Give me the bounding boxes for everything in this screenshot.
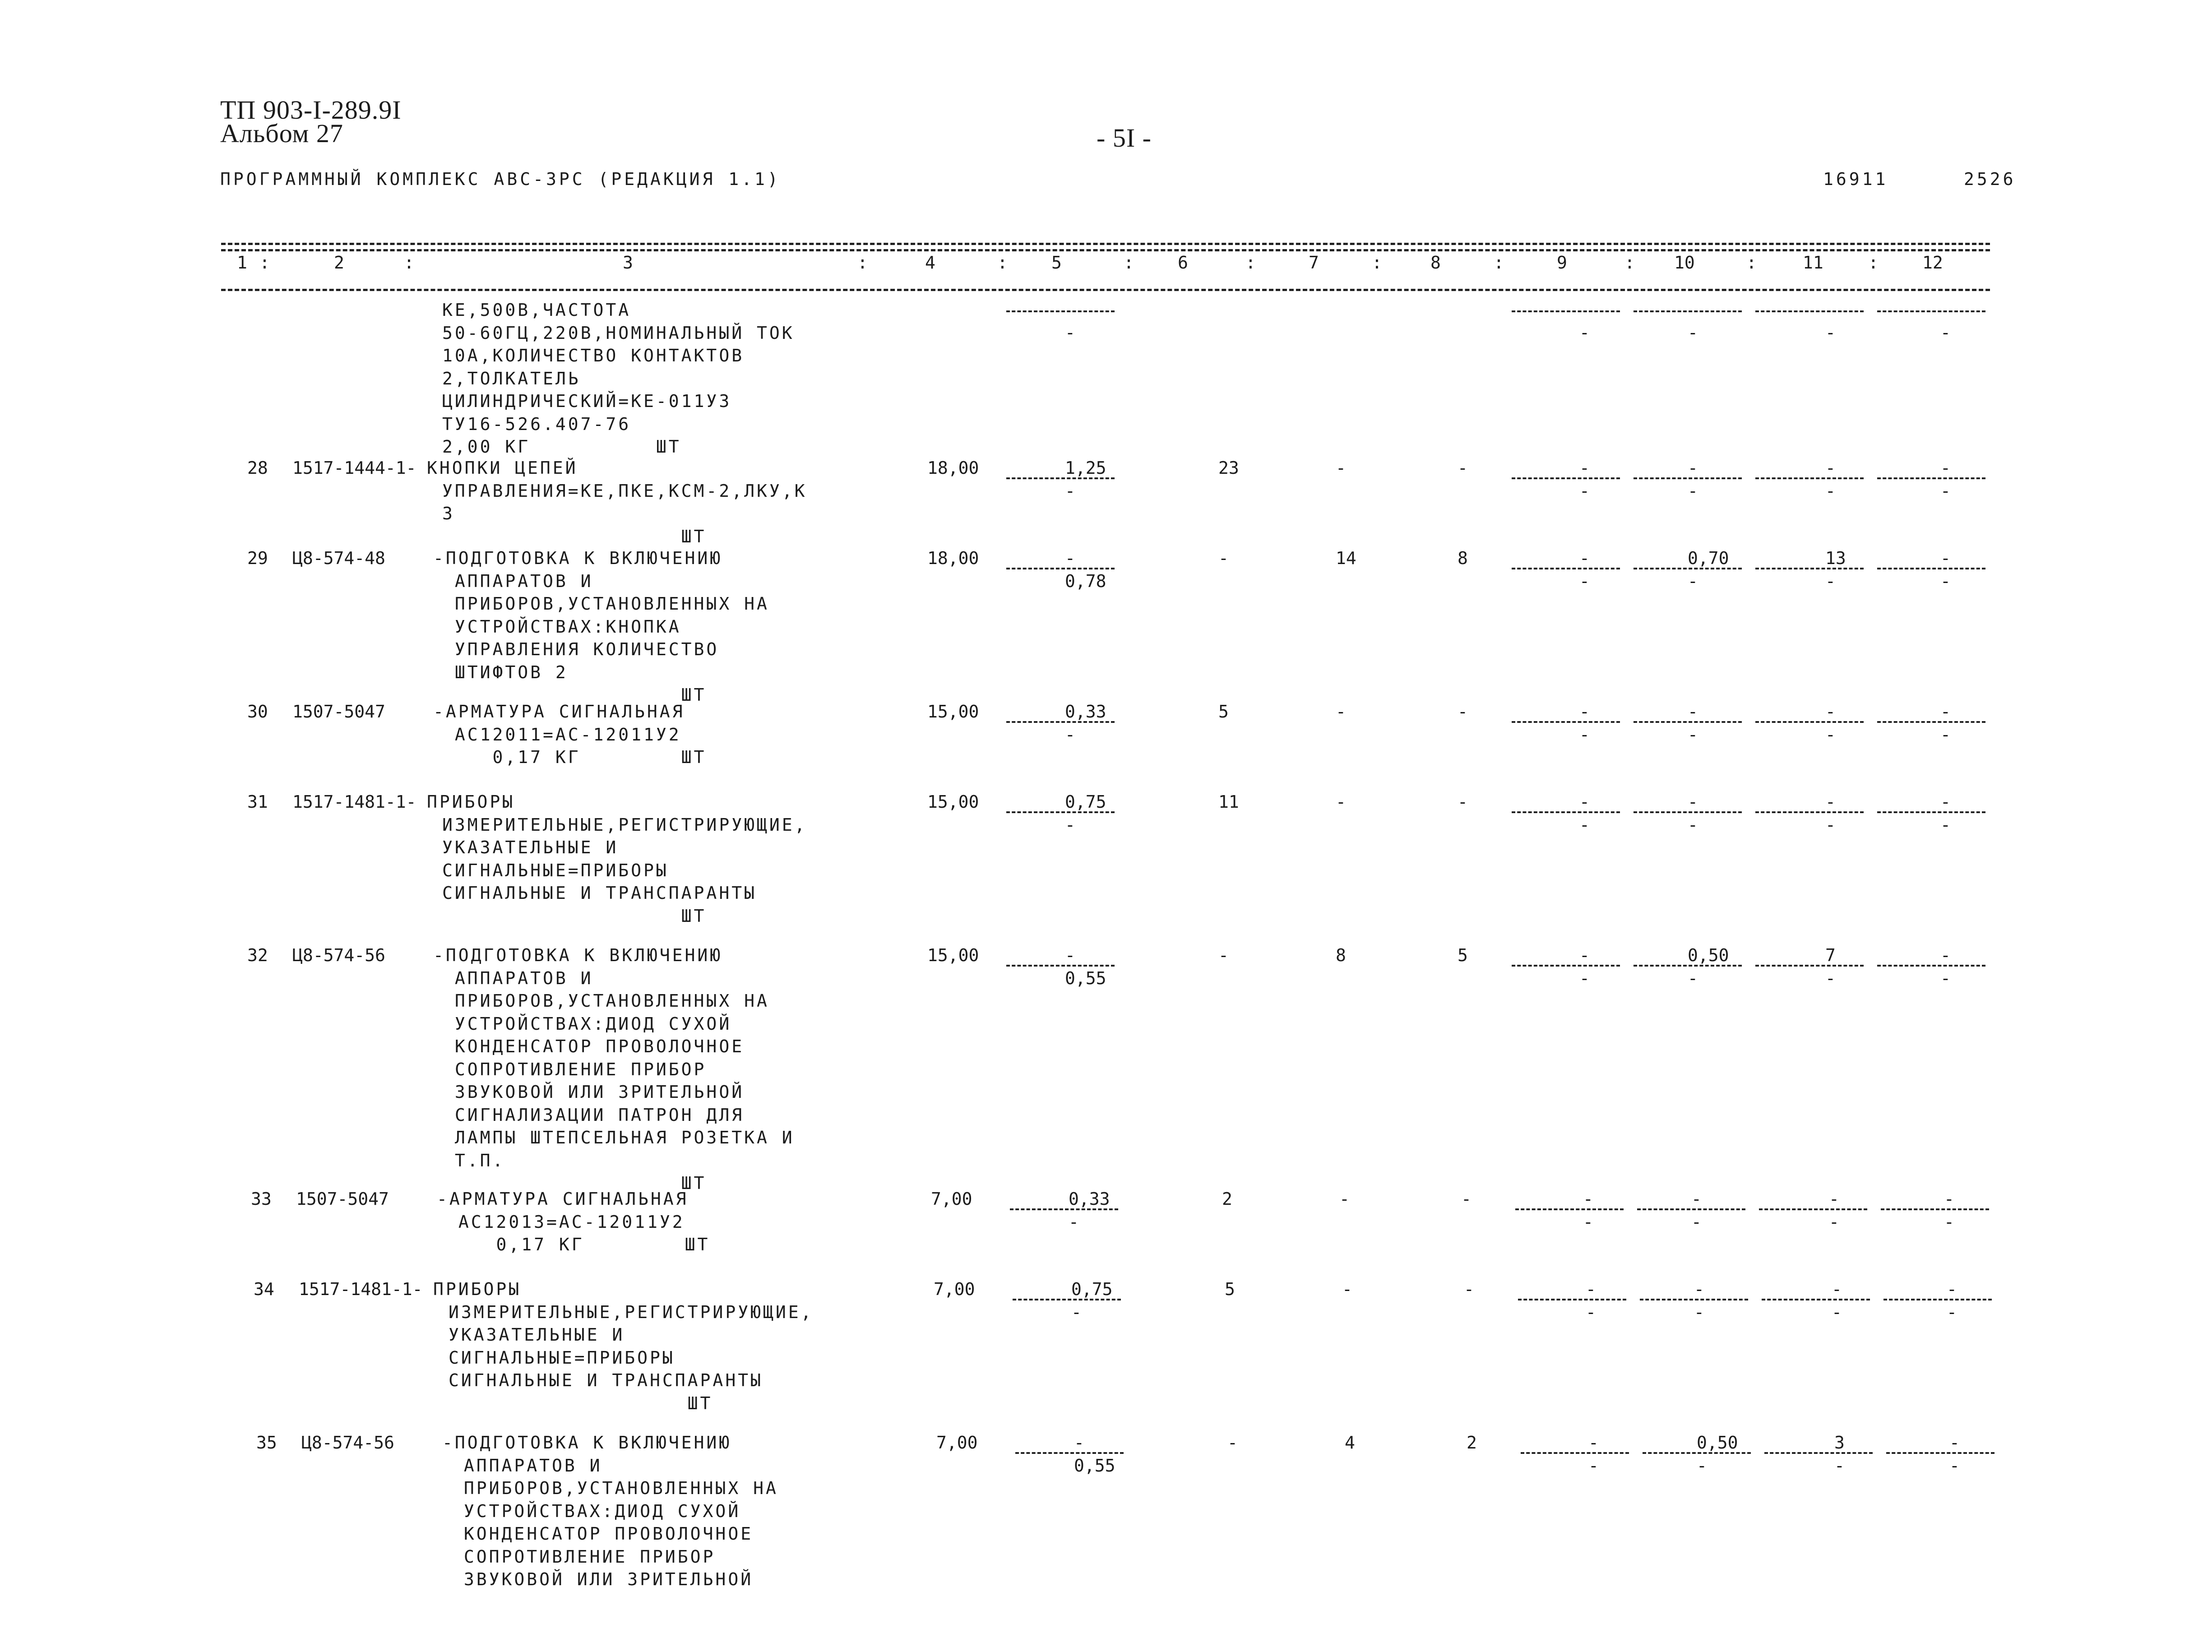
column-divider bbox=[1634, 721, 1742, 723]
column-divider bbox=[1512, 811, 1620, 813]
item-description-line: -АРМАТУРА СИГНАЛЬНАЯ bbox=[433, 702, 685, 722]
column-divider bbox=[1640, 1299, 1748, 1300]
column-5-divider bbox=[1006, 310, 1115, 312]
column-divider bbox=[1762, 1299, 1870, 1300]
cell-col12-bottom: - bbox=[1940, 724, 1951, 745]
item-description-line: СОПРОТИВЛЕНИЕ ПРИБОР bbox=[442, 1059, 707, 1079]
item-description-line: КОНДЕНСАТОР ПРОВОЛОЧНОЕ bbox=[451, 1524, 754, 1544]
column-5-divider bbox=[1006, 568, 1115, 569]
cell-col6: 11 bbox=[1218, 792, 1239, 812]
column-separator: : bbox=[1624, 253, 1635, 273]
column-5-divider bbox=[1010, 1208, 1118, 1210]
cell-col11-bottom: - bbox=[1825, 481, 1836, 501]
cell-col11-bottom: - bbox=[1834, 1455, 1845, 1476]
column-divider bbox=[1877, 568, 1985, 569]
column-5-divider bbox=[1006, 477, 1115, 479]
column-separator: : bbox=[997, 253, 1008, 273]
item-description-line: УПРАВЛЕНИЯ КОЛИЧЕСТВО bbox=[442, 639, 719, 659]
cell-col12-bottom: - bbox=[1944, 1212, 1954, 1232]
cell-col11-top: 7 bbox=[1825, 945, 1836, 965]
cell-col9-top: - bbox=[1579, 548, 1590, 568]
cell-col11-top: 13 bbox=[1825, 548, 1846, 568]
cell-col5-bottom: 0,55 bbox=[1065, 968, 1106, 988]
column-divider bbox=[1877, 811, 1985, 813]
cell-col9-bottom: - bbox=[1586, 1302, 1596, 1322]
cell-col10-bottom: - bbox=[1688, 571, 1698, 591]
cell-col8: - bbox=[1458, 792, 1468, 812]
cell-col11-bottom: - bbox=[1825, 814, 1836, 835]
item-description-line: СИГНАЛЬНЫЕ И ТРАНСПАРАНТЫ bbox=[442, 883, 757, 903]
cell-col10-bottom: - bbox=[1688, 968, 1698, 988]
cell-col12-top: - bbox=[1940, 702, 1951, 722]
column-header-4: 4 bbox=[925, 253, 935, 273]
column-divider bbox=[1755, 477, 1864, 479]
cell-col9-bottom: - bbox=[1583, 1212, 1593, 1232]
column-header-12: 12 bbox=[1922, 253, 1943, 273]
item-description-line: ПРИБОРОВ,УСТАНОВЛЕННЫХ НА bbox=[442, 594, 769, 614]
item-description-line: СИГНАЛЬНЫЕ=ПРИБОРЫ bbox=[449, 1347, 675, 1368]
cell-col5-top: - bbox=[1074, 1433, 1084, 1453]
item-description-line: ИЗМЕРИТЕЛЬНЫЕ,РЕГИСТРИРУЮЩИЕ, bbox=[442, 814, 807, 835]
item-description-line: УСТРОЙСТВАХ:ДИОД СУХОЙ bbox=[442, 1013, 732, 1034]
item-description-line: АС12013=АС-12011У2 bbox=[446, 1212, 685, 1232]
column-divider bbox=[1512, 721, 1620, 723]
item-code: Ц8-574-56 bbox=[301, 1433, 394, 1453]
item-description-line: ПРИБОРЫ bbox=[427, 792, 515, 812]
cell-col12-top: - bbox=[1940, 945, 1951, 965]
item-description-line: -ПОДГОТОВКА К ВКЛЮЧЕНИЮ bbox=[433, 548, 723, 568]
cell-col4: 15,00 bbox=[927, 945, 979, 965]
item-description-line: -ПОДГОТОВКА К ВКЛЮЧЕНИЮ bbox=[433, 945, 723, 965]
cell-col5-bottom: - bbox=[1065, 814, 1075, 835]
page-number: - 5І - bbox=[1097, 123, 1152, 153]
cell-col5-bottom: - bbox=[1065, 481, 1075, 501]
item-description-line: УСТРОЙСТВАХ:ДИОД СУХОЙ bbox=[451, 1501, 741, 1521]
program-title: ПРОГРАММНЫЙ КОМПЛЕКС АВС-3РС (РЕДАКЦИЯ 1.1) bbox=[220, 169, 781, 189]
cell-col11-top: - bbox=[1832, 1279, 1842, 1299]
cell-col11-bottom: - bbox=[1825, 571, 1836, 591]
column-divider bbox=[1512, 568, 1620, 569]
item-description-line: 50-60ГЦ,220В,НОМИНАЛЬНЫЙ ТОК bbox=[442, 323, 795, 343]
cell-col10-bottom: - bbox=[1691, 1212, 1702, 1232]
cell-col9-bottom: - bbox=[1579, 571, 1590, 591]
item-description-line: 2,00 КГ ШТ bbox=[442, 437, 681, 457]
item-description-line: УКАЗАТЕЛЬНЫЕ И bbox=[449, 1325, 625, 1345]
column-divider bbox=[1755, 721, 1864, 723]
item-description-line: УКАЗАТЕЛЬНЫЕ И bbox=[442, 838, 619, 857]
row-number: 34 bbox=[254, 1279, 274, 1299]
row-number: 35 bbox=[256, 1433, 277, 1453]
item-description-line: АС12011=АС-12011У2 bbox=[442, 724, 681, 745]
column-separator: : bbox=[1494, 253, 1504, 273]
cell-col6: - bbox=[1218, 548, 1229, 568]
item-description-line: ШТ bbox=[442, 685, 707, 705]
column-divider bbox=[1764, 1452, 1873, 1454]
column-divider bbox=[1634, 965, 1742, 967]
column-divider bbox=[1877, 965, 1985, 967]
column-header-7: 7 bbox=[1309, 253, 1319, 273]
column-divider bbox=[1512, 477, 1620, 479]
item-code: 1517-1481-1- bbox=[292, 792, 416, 812]
item-code: 1517-1481-1- bbox=[299, 1279, 423, 1299]
cell-col11-bottom: - bbox=[1825, 724, 1836, 745]
table-header-rule bbox=[221, 289, 1990, 291]
cell-col5-bottom: - bbox=[1065, 724, 1075, 745]
cell-col6: 5 bbox=[1218, 702, 1229, 722]
cell-col4: 7,00 bbox=[936, 1433, 978, 1453]
cell-col10-lower: - bbox=[1688, 323, 1698, 342]
item-description-line: ШТ bbox=[442, 1173, 707, 1193]
cell-col11-top: - bbox=[1825, 458, 1836, 478]
cell-col5-top: 0,75 bbox=[1065, 792, 1106, 812]
cell-col5-top: 0,33 bbox=[1069, 1189, 1110, 1209]
cell-col12-lower: - bbox=[1940, 323, 1951, 342]
cell-col9-top: - bbox=[1583, 1189, 1593, 1209]
item-description-line: ИЗМЕРИТЕЛЬНЫЕ,РЕГИСТРИРУЮЩИЕ, bbox=[449, 1302, 814, 1322]
cell-col11-bottom: - bbox=[1832, 1302, 1842, 1322]
header-number-left: 16911 bbox=[1823, 169, 1888, 189]
row-number: 31 bbox=[247, 792, 268, 812]
column-header-1: 1 bbox=[237, 253, 247, 273]
header-number-right: 2526 bbox=[1964, 169, 2016, 189]
row-number: 29 bbox=[247, 548, 268, 568]
cell-col12-bottom: - bbox=[1940, 968, 1951, 988]
item-description-line: 0,17 КГ ШТ bbox=[446, 1235, 710, 1254]
cell-col7: - bbox=[1336, 702, 1346, 722]
cell-col12-top: - bbox=[1949, 1433, 1960, 1453]
item-code: 1507-5047 bbox=[296, 1189, 389, 1209]
cell-col7: - bbox=[1336, 792, 1346, 812]
cell-col10-top: 0,50 bbox=[1697, 1433, 1738, 1453]
cell-col9-lower: - bbox=[1579, 323, 1590, 342]
item-description-line: ТУ16-526.407-76 bbox=[442, 414, 631, 434]
cell-col7: - bbox=[1339, 1189, 1350, 1209]
column-5-divider bbox=[1015, 1452, 1124, 1454]
cell-col12-bottom: - bbox=[1940, 481, 1951, 501]
item-description-line: Т.П. bbox=[442, 1150, 505, 1171]
item-description-line: ЗВУКОВОЙ ИЛИ ЗРИТЕЛЬНОЙ bbox=[442, 1082, 745, 1102]
cell-col8: - bbox=[1458, 702, 1468, 722]
cell-col11-top: 3 bbox=[1834, 1433, 1845, 1453]
cell-col9-top: - bbox=[1586, 1279, 1596, 1299]
item-description-line: 3 bbox=[442, 504, 455, 523]
row-number: 30 bbox=[247, 702, 268, 722]
item-description-line: ПРИБОРОВ,УСТАНОВЛЕННЫХ НА bbox=[442, 991, 769, 1011]
cell-col9-bottom: - bbox=[1579, 968, 1590, 988]
item-description-line: АППАРАТОВ И bbox=[442, 968, 593, 988]
item-description-line: ПРИБОРОВ,УСТАНОВЛЕННЫХ НА bbox=[451, 1478, 778, 1498]
cell-col10-bottom: - bbox=[1694, 1302, 1704, 1322]
cell-col7: - bbox=[1342, 1279, 1352, 1299]
cell-col10-top: - bbox=[1688, 792, 1698, 812]
row-number: 28 bbox=[247, 458, 268, 478]
column-header-6: 6 bbox=[1178, 253, 1188, 273]
cell-col8: - bbox=[1458, 458, 1468, 478]
column-header-5: 5 bbox=[1051, 253, 1062, 273]
cell-col8: 5 bbox=[1458, 945, 1468, 965]
cell-col4: 15,00 bbox=[927, 702, 979, 722]
cell-col6: 2 bbox=[1222, 1189, 1232, 1209]
item-description-line: СИГНАЛЬНЫЕ И ТРАНСПАРАНТЫ bbox=[449, 1370, 763, 1390]
column-divider bbox=[1634, 310, 1742, 312]
cell-col6: 23 bbox=[1218, 458, 1239, 478]
cell-col10-bottom: - bbox=[1688, 814, 1698, 835]
item-description-line: 0,17 КГ ШТ bbox=[442, 747, 707, 767]
cell-col11-lower: - bbox=[1825, 323, 1836, 342]
item-description-line: СИГНАЛЬНЫЕ=ПРИБОРЫ bbox=[442, 860, 669, 880]
column-divider bbox=[1521, 1452, 1629, 1454]
column-header-8: 8 bbox=[1430, 253, 1441, 273]
cell-col7: - bbox=[1336, 458, 1346, 478]
cell-col10-bottom: - bbox=[1688, 481, 1698, 501]
column-divider bbox=[1634, 477, 1742, 479]
cell-col12-top: - bbox=[1940, 458, 1951, 478]
column-separator: : bbox=[259, 253, 270, 273]
cell-col9-top: - bbox=[1579, 792, 1590, 812]
cell-col5-bottom: 0,78 bbox=[1065, 571, 1106, 591]
column-separator: : bbox=[1746, 253, 1757, 273]
cell-col5-bottom: 0,55 bbox=[1074, 1455, 1115, 1476]
column-divider bbox=[1886, 1452, 1995, 1454]
cell-col9-bottom: - bbox=[1579, 814, 1590, 835]
item-code: Ц8-574-48 bbox=[292, 548, 385, 568]
cell-col8: 2 bbox=[1467, 1433, 1477, 1453]
column-divider bbox=[1512, 965, 1620, 967]
column-separator: : bbox=[1868, 253, 1879, 273]
cell-col12-top: - bbox=[1940, 792, 1951, 812]
cell-col9-bottom: - bbox=[1579, 724, 1590, 745]
cell-col4: 7,00 bbox=[931, 1189, 972, 1209]
cell-col4: 15,00 bbox=[927, 792, 979, 812]
item-description-line: -АРМАТУРА СИГНАЛЬНАЯ bbox=[437, 1189, 689, 1209]
cell-col5-bottom: - bbox=[1069, 1212, 1079, 1232]
cell-col12-top: - bbox=[1947, 1279, 1957, 1299]
item-code: 1507-5047 bbox=[292, 702, 385, 722]
column-divider bbox=[1643, 1452, 1751, 1454]
cell-col4: 7,00 bbox=[934, 1279, 975, 1299]
cell-col5-top: - bbox=[1065, 945, 1075, 965]
cell-col5-bottom: - bbox=[1071, 1302, 1082, 1322]
item-description-line: ЗВУКОВОЙ ИЛИ ЗРИТЕЛЬНОЙ bbox=[451, 1569, 754, 1589]
cell-col8: 8 bbox=[1458, 548, 1468, 568]
column-divider bbox=[1512, 310, 1620, 312]
column-divider bbox=[1637, 1208, 1745, 1210]
column-divider bbox=[1515, 1208, 1624, 1210]
column-separator: : bbox=[1245, 253, 1256, 273]
cell-col5-top: 0,33 bbox=[1065, 702, 1106, 722]
column-divider bbox=[1883, 1299, 1992, 1300]
cell-col11-bottom: - bbox=[1829, 1212, 1839, 1232]
item-code: Ц8-574-56 bbox=[292, 945, 385, 965]
document-code: ТП 903-І-289.9І bbox=[220, 95, 402, 125]
cell-col9-top: - bbox=[1579, 945, 1590, 965]
cell-col10-top: 0,70 bbox=[1688, 548, 1729, 568]
cell-col10-bottom: - bbox=[1697, 1455, 1707, 1476]
cell-col8: - bbox=[1461, 1189, 1472, 1209]
table-top-rule bbox=[221, 243, 1990, 245]
row-number: 33 bbox=[251, 1189, 272, 1209]
cell-col4: 18,00 bbox=[927, 548, 979, 568]
item-description-line: ШТИФТОВ 2 bbox=[442, 662, 568, 682]
cell-col10-top: - bbox=[1694, 1279, 1704, 1299]
column-divider bbox=[1755, 310, 1864, 312]
column-header-9: 9 bbox=[1557, 253, 1567, 273]
cell-col6: 5 bbox=[1225, 1279, 1235, 1299]
item-description-line: УПРАВЛЕНИЯ=КЕ,ПКЕ,КСМ-2,ЛКУ,К bbox=[442, 481, 807, 501]
item-description-line: 2,ТОЛКАТЕЛЬ bbox=[442, 368, 581, 389]
item-description-line: ЦИЛИНДРИЧЕСКИЙ=КЕ-011У3 bbox=[442, 391, 732, 411]
column-separator: : bbox=[404, 253, 414, 273]
cell-col12-top: - bbox=[1944, 1189, 1954, 1209]
cell-col7: 8 bbox=[1336, 945, 1346, 965]
item-description-line: СОПРОТИВЛЕНИЕ ПРИБОР bbox=[451, 1546, 716, 1567]
album-label: Альбом 27 bbox=[220, 119, 343, 148]
cell-col5-top: 0,75 bbox=[1071, 1279, 1113, 1299]
column-5-divider bbox=[1006, 721, 1115, 723]
item-description-line: КОНДЕНСАТОР ПРОВОЛОЧНОЕ bbox=[442, 1037, 745, 1056]
column-separator: : bbox=[1372, 253, 1382, 273]
cell-col12-bottom: - bbox=[1949, 1455, 1960, 1476]
column-divider bbox=[1518, 1299, 1626, 1300]
column-divider bbox=[1755, 568, 1864, 569]
column-header-10: 10 bbox=[1674, 253, 1695, 273]
cell-col9-bottom: - bbox=[1588, 1455, 1599, 1476]
item-description-line: УСТРОЙСТВАХ:КНОПКА bbox=[442, 616, 681, 637]
column-divider bbox=[1881, 1208, 1989, 1210]
cell-col10-top: - bbox=[1691, 1189, 1702, 1209]
column-divider bbox=[1877, 721, 1985, 723]
cell-col11-top: - bbox=[1825, 702, 1836, 722]
cell-col12-bottom: - bbox=[1940, 814, 1951, 835]
cell-col5-top: - bbox=[1065, 548, 1075, 568]
cell-col6: - bbox=[1218, 945, 1229, 965]
column-divider bbox=[1877, 310, 1985, 312]
cell-col9-top: - bbox=[1579, 458, 1590, 478]
row-number: 32 bbox=[247, 945, 268, 965]
cell-col5-lower: - bbox=[1065, 323, 1075, 342]
item-code: 1517-1444-1- bbox=[292, 458, 416, 478]
item-description-line: КНОПКИ ЦЕПЕЙ bbox=[427, 458, 578, 478]
column-header-3: 3 bbox=[623, 253, 633, 273]
column-divider bbox=[1634, 811, 1742, 813]
cell-col10-top: 0,50 bbox=[1688, 945, 1729, 965]
item-description-line: СИГНАЛИЗАЦИИ ПАТРОН ДЛЯ bbox=[442, 1105, 745, 1125]
cell-col12-top: - bbox=[1940, 548, 1951, 568]
cell-col10-top: - bbox=[1688, 702, 1698, 722]
item-description-line: ПРИБОРЫ bbox=[433, 1279, 522, 1299]
table-top-rule-2 bbox=[221, 249, 1990, 251]
column-separator: : bbox=[857, 253, 868, 273]
column-divider bbox=[1755, 811, 1864, 813]
cell-col12-bottom: - bbox=[1940, 571, 1951, 591]
item-description-line: АППАРАТОВ И bbox=[451, 1455, 602, 1476]
cell-col11-top: - bbox=[1829, 1189, 1839, 1209]
cell-col11-top: - bbox=[1825, 792, 1836, 812]
column-divider bbox=[1759, 1208, 1867, 1210]
column-divider bbox=[1877, 477, 1985, 479]
item-description-line: АППАРАТОВ И bbox=[442, 571, 593, 591]
item-description-line: КЕ,500В,ЧАСТОТА bbox=[442, 300, 631, 320]
cell-col11-bottom: - bbox=[1825, 968, 1836, 988]
cell-col9-top: - bbox=[1588, 1433, 1599, 1453]
cell-col10-bottom: - bbox=[1688, 724, 1698, 745]
column-header-2: 2 bbox=[334, 253, 344, 273]
column-divider bbox=[1634, 568, 1742, 569]
cell-col10-top: - bbox=[1688, 458, 1698, 478]
item-description-line: -ПОДГОТОВКА К ВКЛЮЧЕНИЮ bbox=[442, 1433, 732, 1453]
cell-col7: 4 bbox=[1345, 1433, 1355, 1453]
column-5-divider bbox=[1006, 811, 1115, 813]
cell-col9-top: - bbox=[1579, 702, 1590, 722]
cell-col12-bottom: - bbox=[1947, 1302, 1957, 1322]
item-description-line: ШТ bbox=[442, 906, 707, 926]
item-description-line: ЛАМПЫ ШТЕПСЕЛЬНАЯ РОЗЕТКА И bbox=[442, 1128, 795, 1148]
column-5-divider bbox=[1006, 965, 1115, 967]
cell-col5-top: 1,25 bbox=[1065, 458, 1106, 478]
column-header-11: 11 bbox=[1803, 253, 1823, 273]
item-description-line: ШТ bbox=[442, 526, 707, 546]
column-5-divider bbox=[1013, 1299, 1121, 1300]
column-separator: : bbox=[1124, 253, 1134, 273]
item-description-line: 10А,КОЛИЧЕСТВО КОНТАКТОВ bbox=[442, 346, 745, 366]
column-divider bbox=[1755, 965, 1864, 967]
cell-col4: 18,00 bbox=[927, 458, 979, 478]
cell-col8: - bbox=[1464, 1279, 1474, 1299]
item-description-line: ШТ bbox=[449, 1393, 713, 1413]
cell-col9-bottom: - bbox=[1579, 481, 1590, 501]
cell-col6: - bbox=[1227, 1433, 1238, 1453]
cell-col7: 14 bbox=[1336, 548, 1356, 568]
